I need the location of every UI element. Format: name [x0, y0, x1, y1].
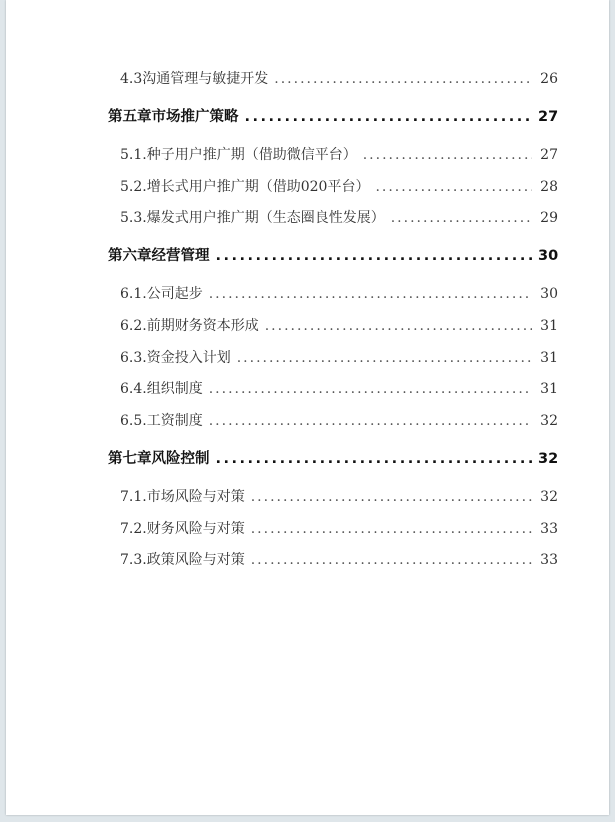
toc-entry-title: 种子用户推广期（借助微信平台） — [146, 147, 357, 163]
toc-entry[interactable] — [120, 486, 558, 508]
dot-leader — [251, 549, 532, 571]
toc-entry-number: 7.2. — [120, 521, 147, 537]
toc-entry[interactable] — [120, 347, 558, 369]
toc-entry[interactable] — [120, 315, 558, 337]
toc-entry-page: 28 — [540, 179, 558, 195]
toc-chapter-number: 第六章 — [108, 248, 152, 264]
toc-entry-title: 政策风险与对策 — [146, 552, 245, 568]
toc-entry-page: 30 — [540, 286, 558, 302]
toc-entry-number: 5.3. — [120, 210, 147, 226]
toc-entry-number: 5.2. — [120, 179, 147, 195]
toc-entry-number: 5.1. — [120, 147, 147, 163]
toc-entry-title: 市场风险与对策 — [146, 489, 245, 505]
toc-entry[interactable] — [120, 549, 558, 571]
dot-leader — [209, 283, 532, 305]
toc-entry[interactable] — [120, 283, 558, 305]
toc-entry[interactable] — [120, 378, 558, 400]
toc-entry-page: 31 — [540, 318, 558, 334]
dot-leader — [216, 245, 533, 267]
toc-chapter-title: 经营管理 — [151, 248, 210, 264]
toc-chapter-entry[interactable] — [108, 245, 558, 267]
toc-entry-title: 公司起步 — [146, 286, 203, 302]
toc-chapter-page: 30 — [538, 248, 559, 264]
dot-leader — [391, 207, 532, 229]
toc-entry-page: 31 — [540, 381, 558, 397]
toc-entry-number: 6.5. — [120, 413, 147, 429]
toc-entry-page: 33 — [540, 552, 558, 568]
toc-entry-page: 32 — [540, 413, 558, 429]
dot-leader — [274, 68, 532, 90]
toc-entry-title: 前期财务资本形成 — [146, 318, 259, 334]
dot-leader — [216, 448, 533, 470]
dot-leader — [209, 378, 532, 400]
toc-entry-page: 26 — [540, 71, 558, 87]
toc-entry-title: 财务风险与对策 — [146, 521, 245, 537]
toc-entry-page: 33 — [540, 521, 558, 537]
toc-entry-title: 工资制度 — [146, 413, 203, 429]
dot-leader — [245, 106, 533, 128]
toc-chapter-title: 风险控制 — [151, 451, 210, 467]
dot-leader — [209, 410, 532, 432]
toc-entry-number: 7.1. — [120, 489, 147, 505]
toc-entry[interactable] — [120, 410, 558, 432]
dot-leader — [251, 518, 532, 540]
toc-entry-page: 31 — [540, 350, 558, 366]
toc-chapter-entry[interactable] — [108, 106, 558, 128]
toc-entry[interactable] — [120, 207, 558, 229]
toc-chapter-page: 27 — [538, 109, 559, 125]
toc-entry-title: 爆发式用户推广期（生态圈良性发展） — [146, 210, 385, 226]
toc-entry[interactable] — [120, 68, 558, 90]
toc-entry-number: 7.3. — [120, 552, 147, 568]
toc-chapter-title: 市场推广策略 — [151, 109, 239, 125]
document-page — [6, 0, 609, 815]
toc-entry-number: 6.3. — [120, 350, 147, 366]
toc-entry-title: 资金投入计划 — [146, 350, 231, 366]
toc-entry-title: 沟通管理与敏捷开发 — [142, 71, 269, 87]
toc-entry-page: 32 — [540, 489, 558, 505]
dot-leader — [265, 315, 532, 337]
toc-entry-number: 4.3 — [120, 71, 143, 87]
toc-entry[interactable] — [120, 518, 558, 540]
toc-chapter-page: 32 — [538, 451, 559, 467]
dot-leader — [363, 144, 532, 166]
toc-entry-title: 组织制度 — [146, 381, 203, 397]
toc-entry-number: 6.1. — [120, 286, 147, 302]
toc-entry-page: 27 — [540, 147, 558, 163]
toc-entry-number: 6.2. — [120, 318, 147, 334]
toc-entry-number: 6.4. — [120, 381, 147, 397]
dot-leader — [375, 176, 532, 198]
dot-leader — [237, 347, 532, 369]
toc-chapter-number: 第七章 — [108, 451, 152, 467]
toc-chapter-number: 第五章 — [108, 109, 152, 125]
toc-entry-title: 增长式用户推广期（借助020平台） — [146, 179, 370, 195]
toc-entry-page: 29 — [540, 210, 558, 226]
toc-chapter-entry[interactable] — [108, 448, 558, 470]
toc-entry[interactable] — [120, 176, 558, 198]
toc-entry[interactable] — [120, 144, 558, 166]
dot-leader — [251, 486, 532, 508]
